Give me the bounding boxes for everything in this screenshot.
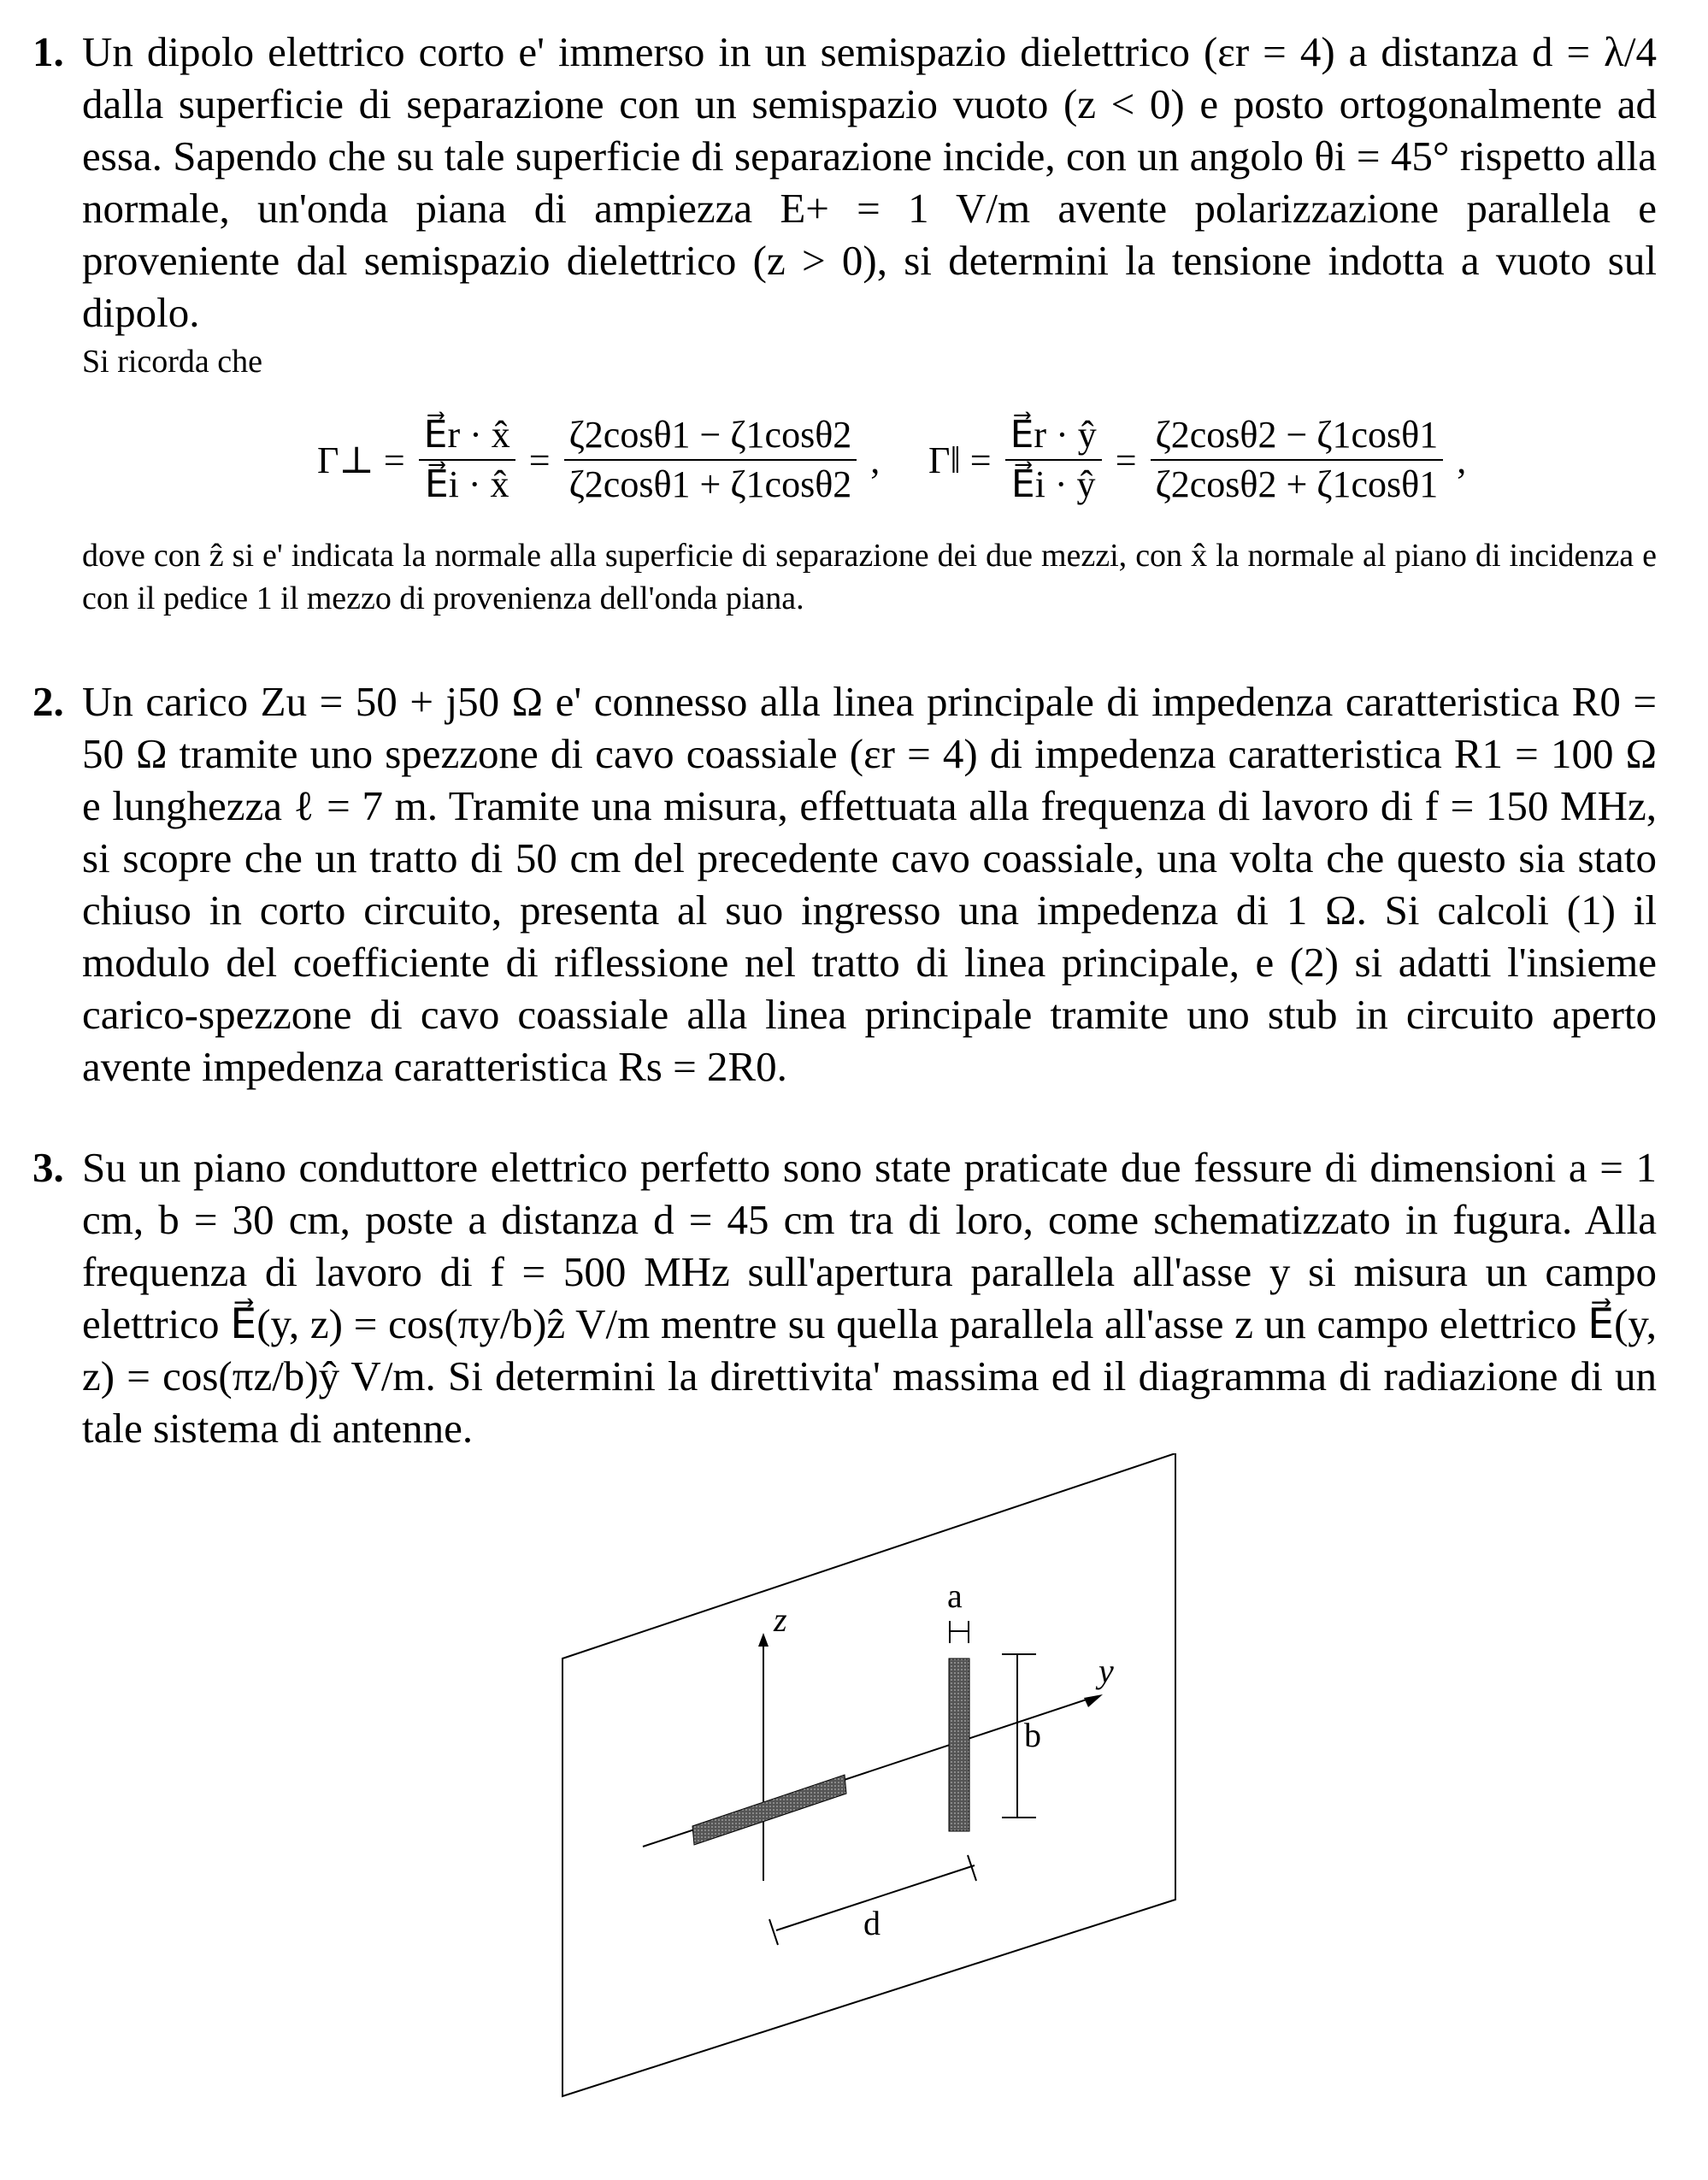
frac-denominator: E⃗i · x̂ [424, 463, 509, 505]
problem-3 [32, 1141, 1657, 1454]
fresnel-formulas [0, 400, 1708, 520]
frac-numerator: E⃗r · x̂ [423, 414, 510, 456]
reminder-text: Si ricorda che [82, 344, 263, 380]
equals-sign: = [528, 439, 551, 481]
frac-numerator: ζ2cosθ1 − ζ1cosθ2 [568, 414, 852, 456]
gamma-par-lhs: Γ‖ = [928, 439, 992, 481]
comma: , [1457, 439, 1467, 481]
frac-denominator: E⃗i · ŷ [1010, 463, 1096, 505]
equals-sign: = [1115, 439, 1137, 481]
dim-d-tick-left [769, 1919, 778, 1945]
frac-numerator: ζ2cosθ2 − ζ1cosθ1 [1155, 414, 1439, 456]
slot-vertical [949, 1659, 969, 1831]
slots-diagram [0, 1453, 1708, 2103]
gamma-perp-frac1 [419, 411, 515, 509]
conductor-plane [562, 1453, 1175, 2096]
label-y: y [1098, 1652, 1114, 1690]
y-arrowhead [1084, 1694, 1103, 1707]
comma: , [870, 439, 881, 481]
label-z: z [774, 1600, 787, 1639]
label-a: a [947, 1576, 963, 1615]
problem-text: Un dipolo elettrico corto e' immerso in un semispazio dielettrico (εr = 4) a distanza d = λ/4 dalla superficie di separazione con un semispazio vuoto (z < 0) e posto ortogonalmente ad essa. Sapendo che su tale superficie di separazione incide, con un angolo θi = 45° rispetto alla normale, un'onda piana di ampiezza E+ = 1 V/m avente polarizzazione parallela e proveniente dal semispazio dielettrico (z > 0), si determini la tensione indotta a vuoto sul dipolo. [82, 28, 1657, 336]
slot-horizontal [692, 1775, 846, 1845]
problem-text: Un carico Zu = 50 + j50 Ω e' connesso alla linea principale di impedenza caratteristica R0 = 50 Ω tramite uno spezzone di cavo coassiale (εr = 4) di impedenza caratteristica R1 = 100 Ω e lunghezza ℓ = 7 m. Tramite una misura, effettuata alla frequenza di lavoro di f = 150 MHz, si scopre che un tratto di 50 cm del precedente cavo coassiale, una volta che questo sia stato chiuso in corto circuito, presenta al suo ingresso una impedenza di 1 Ω. Si calcoli (1) il modulo del coefficiente di riflessione nel tratto di linea principale, e (2) si adatti l'insieme carico-spezzone di cavo coassiale alla linea principale tramite uno stub in circuito aperto avente impedenza caratteristica Rs = 2R0. [82, 678, 1657, 1090]
frac-numerator: E⃗r · ŷ [1010, 414, 1097, 456]
gamma-par-formula [923, 400, 1471, 520]
problem-1 [32, 26, 1657, 383]
label-b: b [1024, 1716, 1041, 1754]
gamma-perp-formula [312, 400, 885, 520]
note-text: dove con ẑ si e' indicata la normale alla superficie di separazione dei due mezzi, con x̂ la normale al piano di incidenza e con il pedice 1 il mezzo di provenienza dell'onda piana. [82, 538, 1657, 616]
gamma-perp-lhs: Γ⊥ = [317, 439, 405, 481]
gamma-par-frac2 [1151, 411, 1444, 509]
problem-2 [32, 675, 1657, 1093]
problem-text: Su un piano conduttore elettrico perfetto sono state praticate due fessure di dimensioni a = 1 cm, b = 30 cm, poste a distanza d = 45 cm tra di loro, come schematizzato in fugura. Alla frequenza di lavoro di f = 500 MHz sull'apertura parallela all'asse y si misura un campo elettrico E⃗(y, z) = cos(πy/b)ẑ V/m mentre su quella parallela all'asse z un campo elettrico E⃗(y, z) = cos(πz/b)ŷ V/m. Si determini la direttivita' massima ed il diagramma di radiazione di un tale sistema di antenne. [82, 1144, 1657, 1452]
z-arrowhead [758, 1633, 769, 1647]
gamma-perp-frac2 [564, 411, 857, 509]
frac-denominator: ζ2cosθ2 + ζ1cosθ1 [1155, 463, 1439, 505]
problem-1-note [32, 534, 1657, 620]
problem-number: 1. [32, 28, 64, 75]
gamma-par-frac1 [1005, 411, 1102, 509]
problem-number: 3. [32, 1144, 64, 1191]
label-d: d [863, 1904, 881, 1942]
frac-denominator: ζ2cosθ1 + ζ1cosθ2 [568, 463, 852, 505]
problem-number: 2. [32, 678, 64, 725]
